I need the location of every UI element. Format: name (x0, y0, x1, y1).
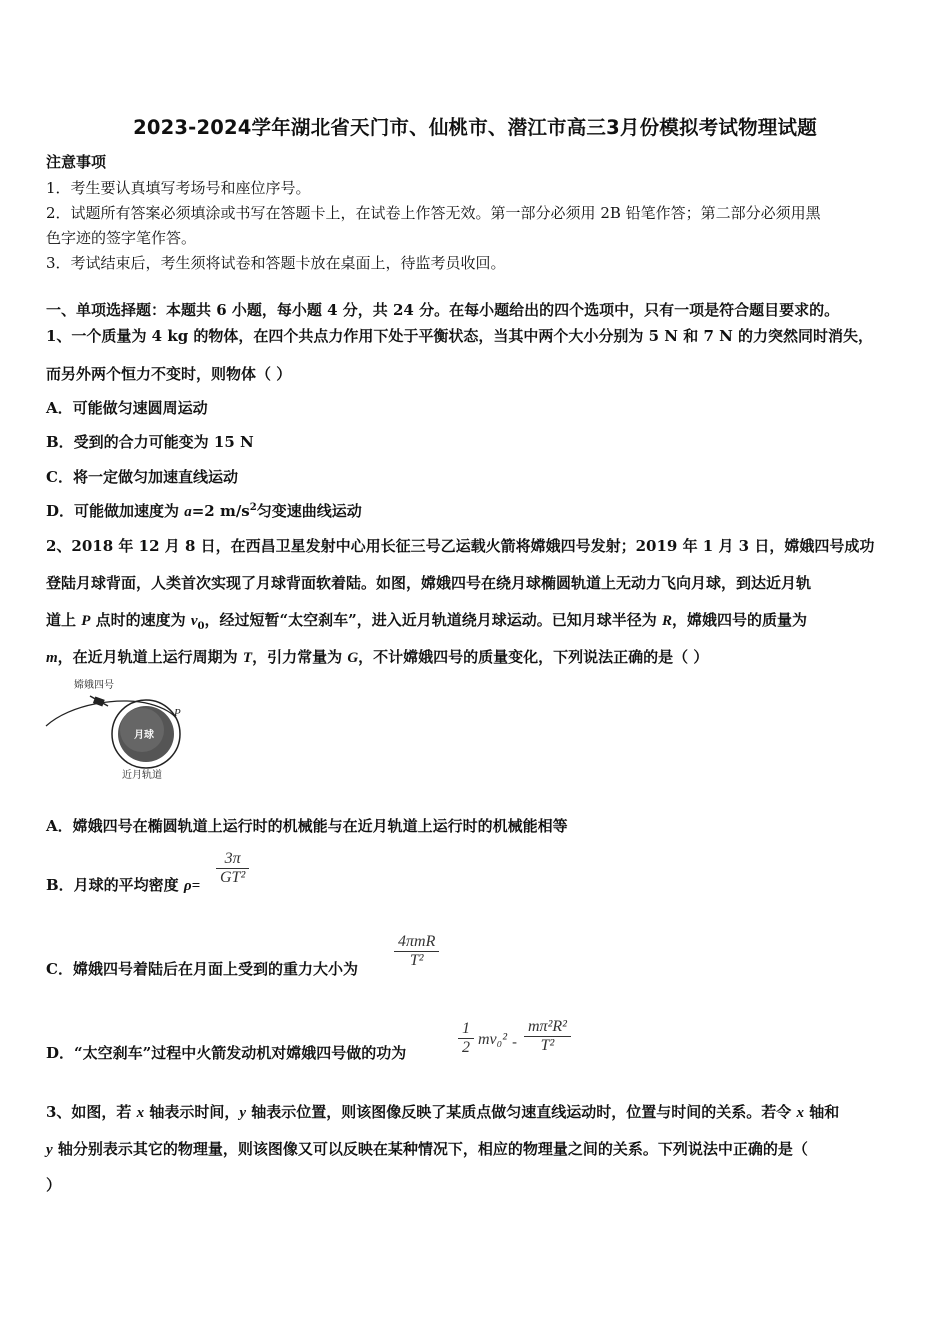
q1-option-b: B．受到的合力可能变为 15 N (46, 433, 254, 451)
question-1-text: 1、一个质量为 4 kg 的物体，在四个共点力作用下处于平衡状态，当其中两个大小分别为 5 N 和 7 N 的力突然同时消失， (46, 327, 874, 345)
text: B．月球的平均密度 (46, 876, 184, 894)
text: ，在近月轨道上运行周期为 (57, 648, 243, 666)
math-term: mv₀² (478, 1031, 508, 1048)
numerator: 3π (224, 850, 241, 867)
numerator: mπ²R² (528, 1018, 567, 1035)
question-1-text: 而另外两个恒力不变时，则物体（ ） (46, 365, 292, 383)
denominator: 2 (462, 1039, 470, 1056)
var-a: a (184, 504, 192, 520)
notice-heading: 注意事项 (46, 153, 107, 171)
text: 道上 (46, 611, 82, 629)
question-2-text: 2、2018 年 12 月 8 日，在西昌卫星发射中心用长征三号乙运载火箭将嫦娥四号发射；2019 年 1 月 3 日，嫦娥四号成功 (46, 537, 875, 555)
probe-label: 嫦娥四号 (74, 680, 114, 691)
page-title: 2023-2024学年湖北省天门市、仙桃市、潜江市高三3月份模拟考试物理试题 (133, 116, 817, 139)
q2-option-b (46, 874, 200, 895)
fraction (524, 1018, 571, 1055)
notice-item: 3．考试结束后，考生须将试卷和答题卡放在桌面上，待监考员收回。 (46, 254, 506, 272)
moon-label: 月球 (134, 730, 154, 741)
denominator: T² (540, 1037, 555, 1054)
q1-option-d-text: =2 m/s (191, 502, 250, 520)
notice-item: 2．试题所有答案必须填涂或书写在答题卡上，在试卷上作答无效。第一部分必须用 2B 铅笔作答；第二部分必须用黑 (46, 204, 821, 222)
q1-option-d (46, 500, 362, 521)
text: 轴表示时间， (144, 1103, 240, 1121)
q1-option-a: A．可能做匀速圆周运动 (46, 399, 208, 417)
fraction (458, 1020, 474, 1057)
question-2-text (46, 609, 807, 632)
notice-item: 色字迹的签字笔作答。 (46, 229, 197, 247)
q2-option-c: C．嫦娥四号着陆后在月面上受到的重力大小为 (46, 960, 358, 978)
var-x: x (796, 1105, 805, 1121)
numerator: 1 (462, 1020, 470, 1037)
text: 轴和 (804, 1103, 840, 1121)
text: ，经过短暂“太空刹车”，进入近月轨道绕月球运动。已知月球半径为 (204, 611, 662, 629)
var-m: m (46, 650, 58, 666)
fraction (216, 850, 249, 887)
text: 轴分别表示其它的物理量，则该图像又可以反映在某种情况下，相应的物理量之间的关系。下列说法中正确的是（ (52, 1140, 808, 1158)
denominator: GT² (220, 869, 246, 886)
q1-option-c: C．将一定做匀加速直线运动 (46, 468, 238, 486)
section-heading: 一、单项选择题：本题共 6 小题，每小题 4 分，共 24 分。在每小题给出的四个选项中，只有一项是符合题目要求的。 (46, 301, 840, 319)
text: ，不计嫦娥四号的质量变化，下列说法正确的是（ ） (358, 648, 709, 666)
subscript: 0 (197, 621, 205, 632)
text: ，引力常量为 (252, 648, 348, 666)
orbit-label: 近月轨道 (122, 770, 162, 781)
var-g: G (347, 650, 359, 666)
text: 点时的速度为 (90, 611, 191, 629)
text: 轴表示位置，则该图像反映了某质点做匀速直线运动时，位置与时间的关系。若令 (246, 1103, 797, 1121)
var-rho: ρ= (183, 878, 201, 894)
var-x: x (136, 1105, 145, 1121)
question-2-text: 登陆月球背面，人类首次实现了月球背面软着陆。如图，嫦娥四号在绕月球椭圆轨道上无动力飞向月球，到达近月轨 (46, 574, 812, 592)
question-3-text (46, 1101, 839, 1122)
text: 3、如图，若 (46, 1103, 137, 1121)
var-v: v (190, 613, 198, 629)
text: ，嫦娥四号的质量为 (672, 611, 808, 629)
q1-option-d-text: 匀变速曲线运动 (256, 502, 362, 520)
var-y: y (239, 1105, 247, 1121)
denominator: T² (409, 952, 424, 969)
var-t: T (242, 650, 253, 666)
orbit-figure (40, 674, 200, 784)
q1-option-d-text: D．可能做加速度为 (46, 502, 185, 520)
point-p-label: P (174, 707, 181, 719)
question-2-text (46, 646, 708, 667)
numerator: 4πmR (398, 933, 436, 950)
question-3-text: ） (46, 1176, 62, 1194)
fraction (394, 933, 439, 970)
question-3-text (46, 1138, 808, 1159)
q2-option-d: D．“太空刹车”过程中火箭发动机对嫦娥四号做的功为 (46, 1044, 407, 1062)
var-y: y (46, 1142, 53, 1158)
superscript: 2 (249, 502, 257, 513)
q2-option-a: A．嫦娥四号在椭圆轨道上运行时的机械能与在近月轨道上运行时的机械能相等 (46, 817, 568, 835)
var-r: R (661, 613, 672, 629)
minus-sign: - (512, 1033, 518, 1051)
var-p: P (81, 613, 91, 629)
notice-item: 1．考生要认真填写考场号和座位序号。 (46, 179, 311, 197)
